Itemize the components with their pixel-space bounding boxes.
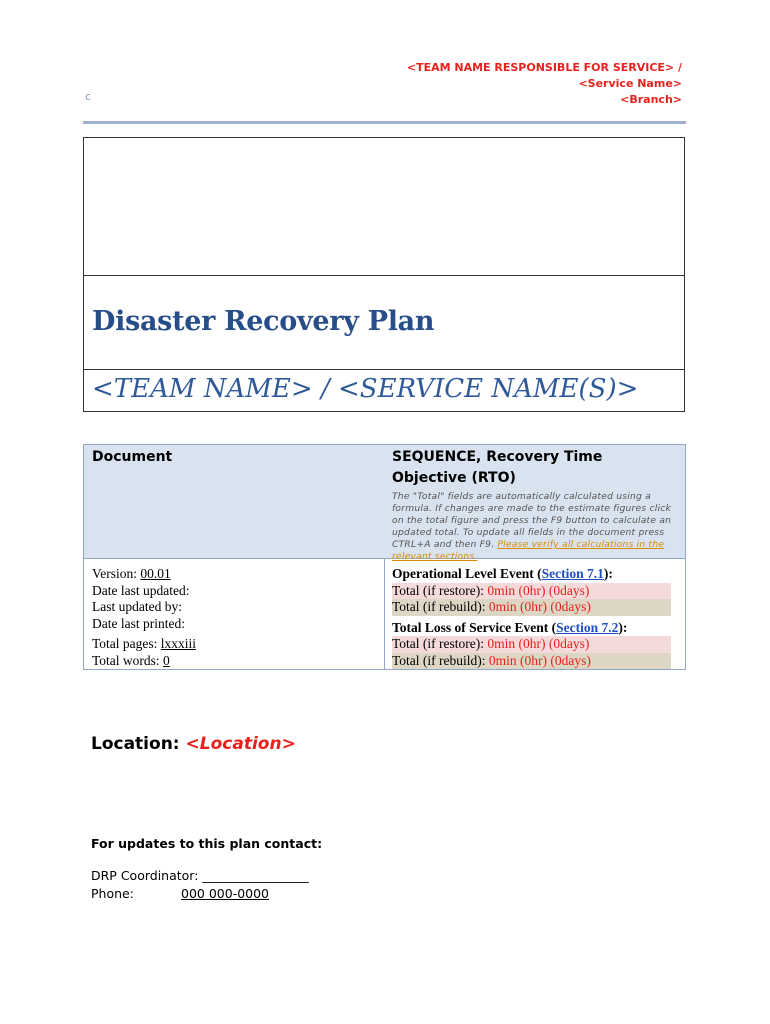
ole-heading (392, 566, 677, 583)
document-info-table (83, 444, 686, 670)
ole-rebuild-row (392, 599, 671, 616)
phone-label: Phone: (91, 886, 134, 901)
document-column (84, 445, 385, 669)
version-row (92, 566, 376, 583)
updated-by-row: Last updated by: (92, 599, 182, 614)
document-title: Disaster Recovery Plan (92, 306, 435, 337)
cover-subtitle-row (84, 370, 684, 414)
calculation-note (384, 489, 685, 563)
margin-mark: c (85, 90, 92, 103)
document-subtitle: <TEAM NAME> / <SERVICE NAME(S)> (92, 374, 639, 404)
contact-heading: For updates to this plan contact: (91, 836, 323, 851)
tls-rebuild-row (392, 653, 671, 670)
coordinator-label: DRP Coordinator: (91, 868, 199, 883)
rebuild-label: Total (if rebuild): (392, 599, 486, 614)
tls-heading (392, 620, 677, 637)
tls-close: ): (618, 619, 628, 635)
total-words-value[interactable]: 0 (163, 652, 170, 668)
tls-rebuild-value[interactable]: 0min (0hr) (0days) (488, 652, 591, 668)
version-label: Version: (92, 566, 137, 581)
header-team-line: <TEAM NAME RESPONSIBLE FOR SERVICE> / (406, 61, 682, 74)
ole-restore-value[interactable]: 0min (0hr) (0days) (487, 582, 590, 598)
header-divider (83, 121, 686, 124)
header-service-line: <Service Name> (578, 77, 682, 90)
cover-title-box (83, 137, 685, 412)
page-header-block (407, 60, 682, 108)
phone-value[interactable]: 000 000-0000 (181, 886, 270, 901)
ole-rebuild-value[interactable]: 0min (0hr) (0days) (488, 599, 591, 614)
rto-column-header: SEQUENCE, Recovery Time Objective (RTO) (392, 449, 603, 486)
date-printed-row: Date last printed: (92, 615, 185, 631)
document-column-header: Document (92, 449, 173, 465)
restore-label: Total (if restore): (392, 636, 485, 651)
calculation-note-text: The "Total" fields are automatically calculated using a formula. If changes are made to the estimate figures click on the total figure and press the F9 button to calculate an updated total. To update all fields in the document press CTRL+A and then F9. (392, 491, 672, 550)
ole-close: ): (603, 566, 613, 581)
calculation-warning: Please verify all calculations in the relevant sections. (392, 539, 665, 562)
cover-title-row (84, 276, 684, 370)
location-label: Location: (91, 734, 180, 754)
document-column-header-cell (84, 445, 384, 559)
rto-values (384, 566, 685, 669)
total-pages-value[interactable]: lxxxiii (160, 636, 197, 651)
rebuild-label: Total (if rebuild): (392, 652, 486, 668)
cover-blank-area (84, 138, 684, 276)
section-7-1-link[interactable]: Section 7.1 (541, 566, 604, 581)
ole-restore-row (392, 583, 671, 600)
rto-column-header-cell (384, 445, 685, 562)
location-value[interactable]: <Location> (185, 734, 296, 754)
header-branch-line: <Branch> (620, 93, 682, 106)
ole-title: Operational Level Event ( (392, 566, 542, 581)
tls-restore-value[interactable]: 0min (0hr) (0days) (487, 636, 590, 651)
contact-block (91, 867, 309, 903)
version-value[interactable]: 00.01 (140, 566, 171, 581)
tls-restore-row (392, 636, 671, 653)
coordinator-value[interactable]: _________________ (202, 868, 309, 883)
date-updated-row: Date last updated: (92, 582, 190, 598)
coordinator-row (91, 867, 309, 885)
phone-row (91, 885, 309, 903)
section-7-2-link[interactable]: Section 7.2 (556, 619, 619, 635)
restore-label: Total (if restore): (392, 582, 485, 598)
location-line (91, 734, 296, 754)
total-pages-label: Total pages: (92, 636, 158, 651)
total-words-row (92, 653, 376, 670)
rto-column (384, 445, 685, 669)
document-metadata (84, 566, 384, 669)
tls-title: Total Loss of Service Event ( (392, 619, 557, 635)
total-pages-row (92, 636, 376, 653)
total-words-label: Total words: (92, 652, 160, 668)
